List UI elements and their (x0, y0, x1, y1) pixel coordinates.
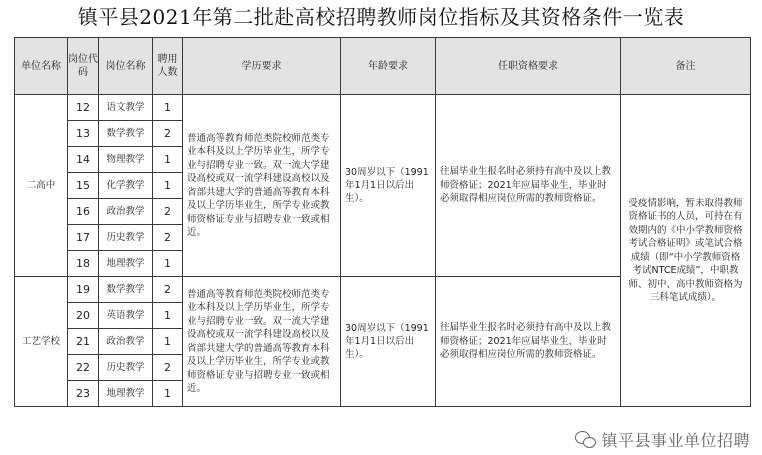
age-cell: 30周岁以下（1991年1月1日以后出生）。 (341, 95, 436, 277)
count-cell: 1 (153, 147, 183, 173)
code-cell: 12 (68, 95, 99, 121)
code-cell: 22 (68, 355, 99, 381)
post-cell: 数学教学 (99, 121, 153, 147)
table-row (15, 95, 751, 121)
count-cell: 1 (153, 173, 183, 199)
count-cell: 1 (153, 251, 183, 277)
header-qualification: 任职资格要求 (436, 38, 621, 95)
code-cell: 17 (68, 225, 99, 251)
post-cell: 历史教学 (99, 355, 153, 381)
qualification-cell: 往届毕业生报名时必须持有高中及以上教师资格证；2021年应届毕业生，毕业时必须取得相应岗位所需的教师资格证。 (436, 95, 621, 277)
age-cell: 30周岁以下（1991年1月1日以后出生）。 (341, 277, 436, 407)
count-cell: 1 (153, 381, 183, 407)
count-cell: 1 (153, 329, 183, 355)
code-cell: 14 (68, 147, 99, 173)
count-cell: 2 (153, 277, 183, 303)
header-unit: 单位名称 (15, 38, 68, 95)
post-cell: 地理教学 (99, 251, 153, 277)
page-title: 镇平县2021年第二批赴高校招聘教师岗位指标及其资格条件一览表 (77, 5, 685, 29)
post-cell: 政治教学 (99, 199, 153, 225)
education-cell: 普通高等教育师范类院校师范类专业本科及以上学历毕业生，所学专业与招聘专业一致。双一流大学建设高校或双一流学科建设高校以及省部共建大学的普通高等教育本科及以上学历毕业生，所学专业或教师资格证专业与招聘专业一致或相近。 (183, 95, 341, 277)
header-code: 岗位代码 (68, 38, 99, 95)
code-cell: 20 (68, 303, 99, 329)
post-cell: 地理教学 (99, 381, 153, 407)
header-education: 学历要求 (183, 38, 341, 95)
post-cell: 数学教学 (99, 277, 153, 303)
unit-cell: 工艺学校 (15, 277, 68, 407)
post-cell: 物理教学 (99, 147, 153, 173)
count-cell: 2 (153, 355, 183, 381)
code-cell: 16 (68, 199, 99, 225)
code-cell: 21 (68, 329, 99, 355)
count-cell: 1 (153, 95, 183, 121)
count-cell: 2 (153, 225, 183, 251)
recruitment-table (14, 37, 751, 407)
table-header-row (15, 38, 751, 95)
header-note: 备注 (621, 38, 751, 95)
post-cell: 语文教学 (99, 95, 153, 121)
watermark (575, 428, 750, 451)
post-cell: 英语教学 (99, 303, 153, 329)
code-cell: 13 (68, 121, 99, 147)
post-cell: 历史教学 (99, 225, 153, 251)
count-cell: 2 (153, 121, 183, 147)
header-count: 聘用人数 (153, 38, 183, 95)
watermark-text: 镇平县事业单位招聘 (601, 431, 750, 450)
note-cell: 受疫情影响，暂未取得教师资格证书的人员，可持在有效期内的《中小学教师资格考试合格证明》或笔试合格成绩（即“中小学教师资格考试NTCE成绩”，中职教师、初中、高中教师资格为三科笔试成绩）。 (621, 95, 751, 407)
count-cell: 1 (153, 303, 183, 329)
code-cell: 15 (68, 173, 99, 199)
wechat-icon (575, 431, 597, 449)
code-cell: 23 (68, 381, 99, 407)
header-age: 年龄要求 (341, 38, 436, 95)
code-cell: 19 (68, 277, 99, 303)
education-cell: 普通高等教育师范类院校师范类专业本科及以上学历毕业生，所学专业与招聘专业一致。双一流大学建设高校或双一流学科建设高校以及省部共建大学的普通高等教育本科及以上学历毕业生，所学专业或教师资格证专业与招聘专业一致或相近。 (183, 277, 341, 407)
post-cell: 化学教学 (99, 173, 153, 199)
header-post: 岗位名称 (99, 38, 153, 95)
post-cell: 政治教学 (99, 329, 153, 355)
code-cell: 18 (68, 251, 99, 277)
unit-cell: 二高中 (15, 95, 68, 277)
count-cell: 2 (153, 199, 183, 225)
qualification-cell: 往届毕业生报名时必须持有高中及以上教师资格证；2021年应届毕业生，毕业时必须取得相应岗位所需的教师资格证。 (436, 277, 621, 407)
